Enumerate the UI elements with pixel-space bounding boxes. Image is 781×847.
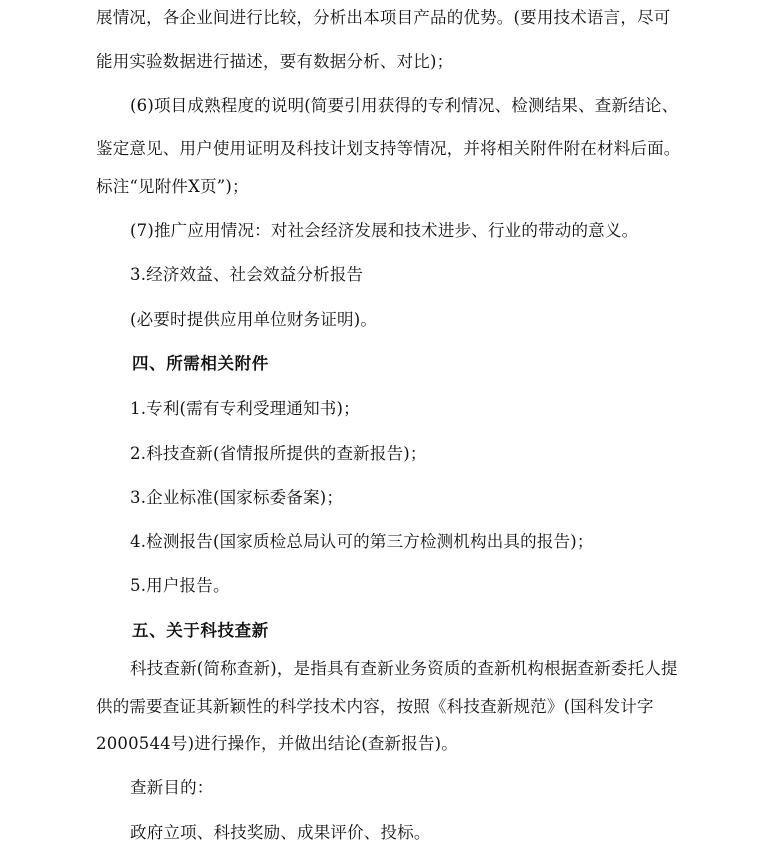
list-item: 1.专利(需有专利受理通知书)；	[130, 399, 360, 418]
paragraph-line: 能用实验数据进行描述，要有数据分析、对比)；	[96, 52, 454, 71]
section-heading: 五、关于科技查新	[132, 621, 269, 640]
paragraph-line: (7)推广应用情况：对社会经济发展和技术进步、行业的带动的意义。	[130, 221, 639, 240]
list-item: 5.用户报告。	[130, 576, 230, 595]
paragraph-line: (6)项目成熟程度的说明(简要引用获得的专利情况、检测结果、查新结论、	[130, 96, 679, 115]
paragraph-line: 科技查新(简称查新)，是指具有查新业务资质的查新机构根据查新委托人提	[130, 659, 678, 678]
paragraph-line: (必要时提供应用单位财务证明)。	[130, 310, 378, 329]
paragraph-line: 展情况，各企业间进行比较，分析出本项目产品的优势。(要用技术语言，尽可	[96, 8, 671, 27]
paragraph-line: 标注“见附件X页”)；	[96, 177, 249, 196]
paragraph-line: 2000544号)进行操作，并做出结论(查新报告)。	[96, 734, 458, 753]
paragraph-line: 供的需要查证其新颖性的科学技术内容，按照《科技查新规范》(国科发计字	[96, 697, 654, 716]
paragraph-line: 政府立项、科技奖励、成果评价、投标。	[130, 823, 431, 842]
list-item: 2.科技查新(省情报所提供的查新报告)；	[130, 444, 427, 463]
list-item: 3.企业标准(国家标委备案)；	[130, 488, 344, 507]
section-heading: 四、所需相关附件	[132, 354, 269, 373]
paragraph-line: 3.经济效益、社会效益分析报告	[130, 265, 364, 284]
paragraph-line: 鉴定意见、用户使用证明及科技计划支持等情况，并将相关附件附在材料后面。	[96, 139, 681, 158]
paragraph-line: 查新目的：	[130, 778, 214, 797]
list-item: 4.检测报告(国家质检总局认可的第三方检测机构出具的报告)；	[130, 532, 594, 551]
